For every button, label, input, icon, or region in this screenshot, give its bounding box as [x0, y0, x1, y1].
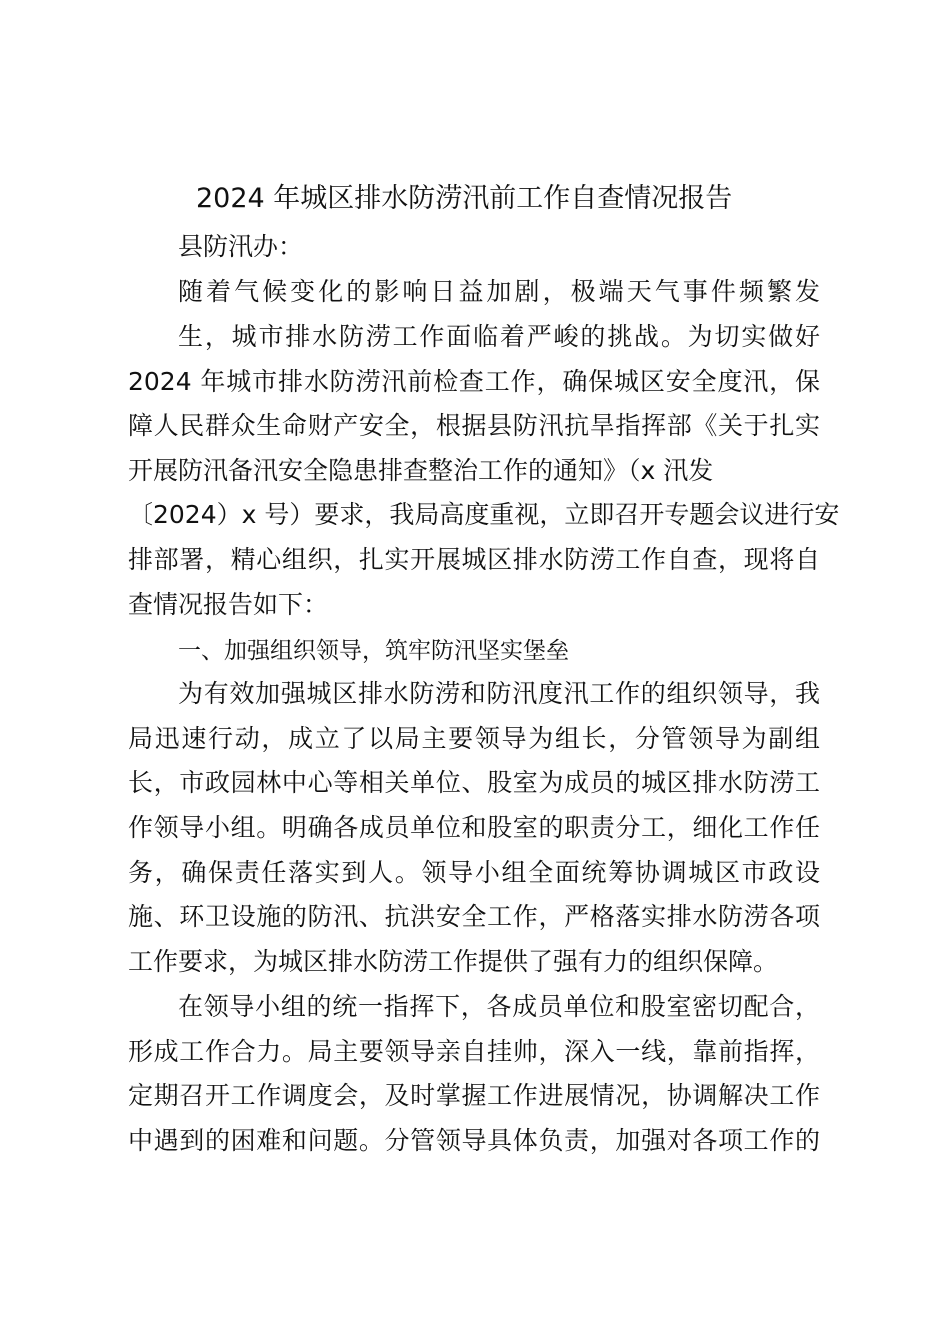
- intro-line: 排部署，精心组织，扎实开展城区排水防涝工作自查，现将自: [128, 545, 820, 574]
- paragraph-line: 务，确保责任落实到人。领导小组全面统筹协调城区市政设: [128, 858, 820, 887]
- paragraph-line: 中遇到的困难和问题。分管领导具体负责，加强对各项工作的: [128, 1126, 820, 1155]
- paragraph-line: 形成工作合力。局主要领导亲自挂帅，深入一线，靠前指挥，: [128, 1037, 820, 1066]
- document-title: 2024 年城区排水防涝汛前工作自查情况报告: [196, 183, 733, 214]
- paragraph-line: 定期召开工作调度会，及时掌握工作进展情况，协调解决工作: [128, 1081, 820, 1110]
- recipient: 县防汛办：: [178, 232, 304, 261]
- intro-line: 开展防汛备汛安全隐患排查整治工作的通知》（x 汛发: [128, 456, 714, 485]
- paragraph-line: 为有效加强城区排水防涝和防汛度汛工作的组织领导，我: [178, 679, 820, 708]
- paragraph-line: 作领导小组。明确各成员单位和股室的职责分工，细化工作任: [128, 813, 820, 842]
- intro-line: 障人民群众生命财产安全，根据县防汛抗旱指挥部《关于扎实: [128, 411, 820, 440]
- intro-line: 〔2024）x 号）要求，我局高度重视，立即召开专题会议进行安: [128, 500, 840, 529]
- intro-line: 查情况报告如下：: [128, 590, 329, 619]
- intro-line: 2024 年城市排水防涝汛前检查工作，确保城区安全度汛，保: [128, 367, 820, 396]
- section-heading: 一、加强组织领导，筑牢防汛坚实堡垒: [178, 638, 569, 664]
- paragraph-line: 在领导小组的统一指挥下，各成员单位和股室密切配合，: [178, 992, 820, 1021]
- paragraph-line: 工作要求，为城区排水防涝工作提供了强有力的组织保障。: [128, 947, 779, 976]
- intro-line: 生，城市排水防涝工作面临着严峻的挑战。为切实做好: [178, 322, 820, 351]
- intro-line: 随着气候变化的影响日益加剧，极端天气事件频繁发: [178, 277, 820, 306]
- paragraph-line: 局迅速行动，成立了以局主要领导为组长，分管领导为副组: [128, 724, 820, 753]
- paragraph-line: 施、环卫设施的防汛、抗洪安全工作，严格落实排水防涝各项: [128, 902, 820, 931]
- paragraph-line: 长，市政园林中心等相关单位、股室为成员的城区排水防涝工: [128, 768, 820, 797]
